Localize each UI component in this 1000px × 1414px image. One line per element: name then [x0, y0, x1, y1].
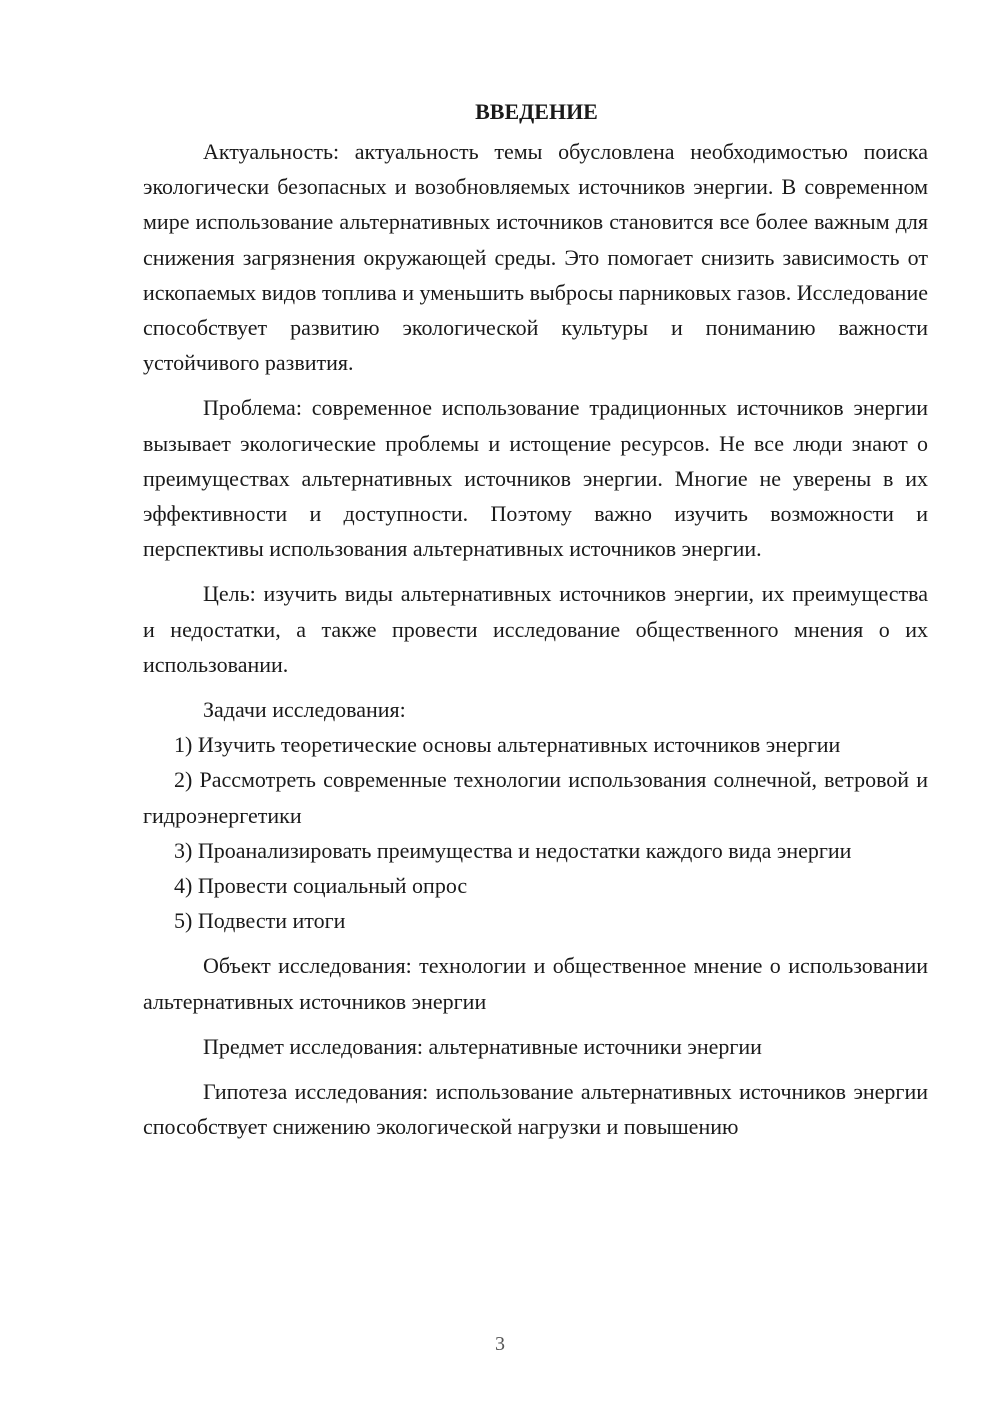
- document-page: [143, 94, 928, 1144]
- page-number: 3: [495, 1333, 505, 1355]
- paragraph-hypothesis: Гипотеза исследования: использование альтернативных источников энергии способствует снижению экологической нагрузки и повышению: [143, 1079, 928, 1140]
- paragraph-problem: Проблема: современное использование традиционных источников энергии вызывает экологические проблемы и истощение ресурсов. Не все люди знают о преимуществах альтернативных источников энергии. Многие не уверены в их эффективности и доступности. Поэтому важно изучить возможности и перспективы использования альтернативных источников энергии.: [143, 395, 928, 562]
- paragraph-subject: Предмет исследования: альтернативные источники энергии: [203, 1033, 762, 1059]
- task-item-3: 3) Проанализировать преимущества и недостатки каждого вида энергии: [174, 837, 852, 863]
- paragraph-relevance: Актуальность: актуальность темы обусловлена необходимостью поиска экологически безопасных и возобновляемых источников энергии. В современном мире использование альтернативных источников становится все более важным для снижения загрязнения окружающей среды. Это помогает снизить зависимость от ископаемых видов топлива и уменьшить выбросы парниковых газов. Исследование способствует развитию экологической культуры и пониманию важности устойчивого развития.: [143, 139, 928, 376]
- task-item-1: 1) Изучить теоретические основы альтернативных источников энергии: [174, 732, 841, 758]
- task-item-2: 2) Рассмотреть современные технологии использования солнечной, ветровой и гидроэнергетики: [143, 767, 928, 828]
- tasks-heading: Задачи исследования:: [203, 697, 406, 723]
- paragraph-object: Объект исследования: технологии и общественное мнение о использовании альтернативных источников энергии: [143, 953, 928, 1014]
- paragraph-goal: Цель: изучить виды альтернативных источников энергии, их преимущества и недостатки, а также провести исследование общественного мнения о их использовании.: [143, 581, 928, 677]
- section-title: ВВЕДЕНИЕ: [475, 99, 598, 124]
- task-item-5: 5) Подвести итоги: [174, 908, 346, 934]
- task-item-4: 4) Провести социальный опрос: [174, 873, 468, 899]
